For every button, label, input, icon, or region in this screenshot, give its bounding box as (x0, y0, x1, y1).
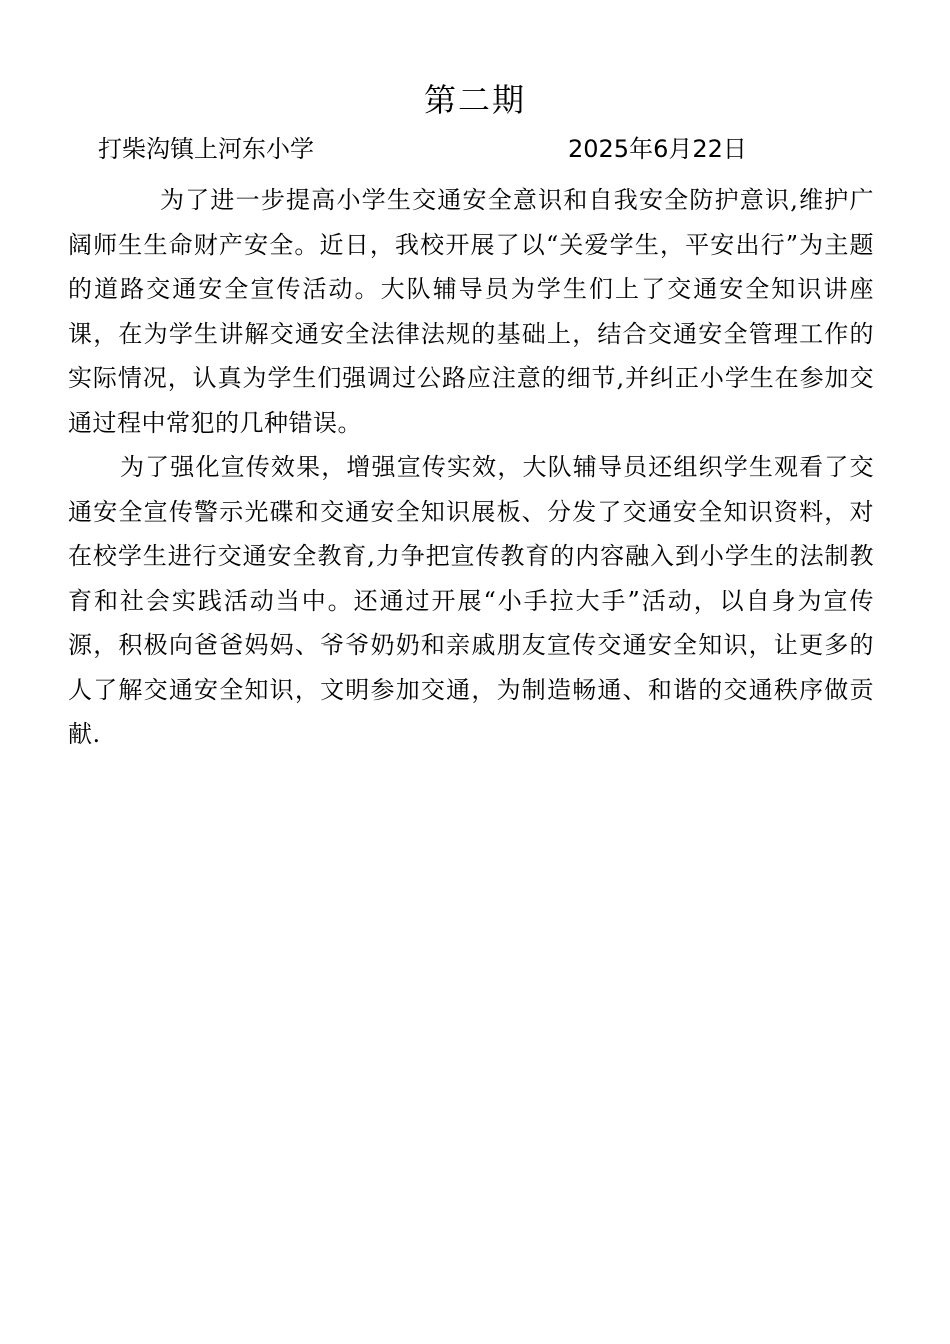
paragraph-2: 为了强化宣传效果，增强宣传实效，大队辅导员还组织学生观看了交通安全宣传警示光碟和交通安全知识展板、分发了交通安全知识资料，对在校学生进行交通安全教育,力争把宣传教育的内容融入到小学生的法制教育和社会实践活动当中。还通过开展“小手拉大手”活动，以自身为宣传源，积极向爸爸妈妈、爷爷奶奶和亲戚朋友宣传交通安全知识，让更多的人了解交通安全知识，文明参加交通，为制造畅通、和谐的交通秩序做贡献. (68, 453, 874, 748)
school-name: 打柴沟镇上河东小学 (98, 135, 314, 163)
publish-date: 2025年6月22日 (568, 135, 747, 163)
paragraph-1: 为了进一步提高小学生交通安全意识和自我安全防护意识,维护广阔师生生命财产安全。近日，我校开展了以“关爱学生，平安出行”为主题的道路交通安全宣传活动。大队辅导员为学生们上了交通安全知识讲座课，在为学生讲解交通安全法律法规的基础上，结合交通安全管理工作的实际情况，认真为学生们强调过公路应注意的细节,并纠正小学生在参加交通过程中常犯的几种错误。 (68, 186, 874, 437)
issue-title: 第二期 (423, 81, 526, 119)
header-meta (98, 132, 858, 166)
article-body (68, 178, 874, 757)
